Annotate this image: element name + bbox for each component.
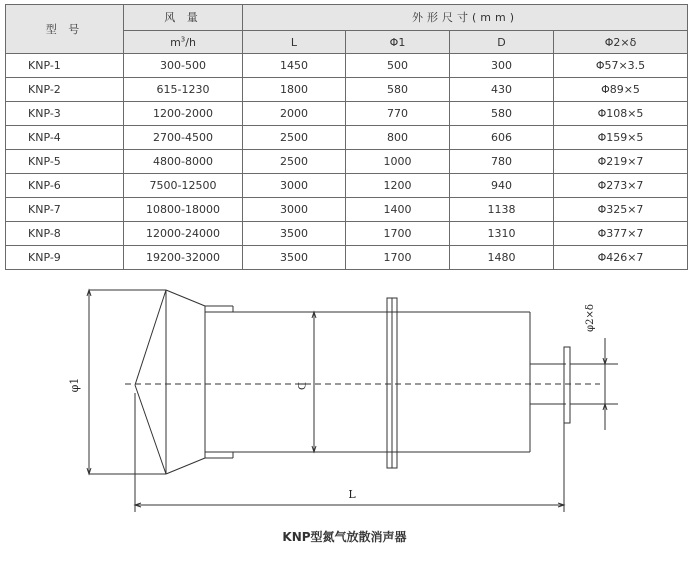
cell-l: 1450	[243, 54, 346, 78]
cell-phi1: 580	[346, 78, 450, 102]
header-model: 型 号	[6, 5, 124, 54]
cell-model: KNP-2	[6, 78, 124, 102]
cell-phi1: 770	[346, 102, 450, 126]
cell-flow: 2700-4500	[124, 126, 243, 150]
header-dimensions: 外形尺寸(mm)	[243, 5, 688, 31]
header-flow-unit: $m^3/h$	[124, 31, 243, 54]
cell-flow: 12000-24000	[124, 222, 243, 246]
header-flow: 风 量	[124, 5, 243, 31]
cell-model: KNP-7	[6, 198, 124, 222]
cell-pipe: Φ159×5	[554, 126, 688, 150]
cell-model: KNP-6	[6, 174, 124, 198]
cell-l: 3500	[243, 246, 346, 270]
d-label: D	[295, 381, 306, 391]
cell-pipe: Φ219×7	[554, 150, 688, 174]
header-l: L	[243, 31, 346, 54]
cell-phi1: 800	[346, 126, 450, 150]
cell-flow: 300-500	[124, 54, 243, 78]
cell-model: KNP-4	[6, 126, 124, 150]
cell-model: KNP-5	[6, 150, 124, 174]
pipe-label: φ2×δ	[585, 304, 596, 332]
cell-pipe: Φ325×7	[554, 198, 688, 222]
cell-l: 2000	[243, 102, 346, 126]
cell-model: KNP-8	[6, 222, 124, 246]
cell-flow: 7500-12500	[124, 174, 243, 198]
cell-d: 1480	[450, 246, 554, 270]
cell-phi1: 1700	[346, 222, 450, 246]
cell-d: 580	[450, 102, 554, 126]
cell-d: 780	[450, 150, 554, 174]
phi1-label: φ1	[68, 377, 81, 393]
cell-pipe: Φ426×7	[554, 246, 688, 270]
cell-l: 1800	[243, 78, 346, 102]
cell-l: 3000	[243, 198, 346, 222]
cell-d: 300	[450, 54, 554, 78]
cell-d: 1138	[450, 198, 554, 222]
header-phi1: Φ1	[346, 31, 450, 54]
cell-model: KNP-1	[6, 54, 124, 78]
cell-pipe: Φ89×5	[554, 78, 688, 102]
cell-flow: 4800-8000	[124, 150, 243, 174]
cell-flow: 1200-2000	[124, 102, 243, 126]
header-d: D	[450, 31, 554, 54]
cell-pipe: Φ57×3.5	[554, 54, 688, 78]
cell-model: KNP-9	[6, 246, 124, 270]
cell-phi1: 1200	[346, 174, 450, 198]
cell-d: 940	[450, 174, 554, 198]
cell-d: 606	[450, 126, 554, 150]
cell-flow: 19200-32000	[124, 246, 243, 270]
cell-d: 1310	[450, 222, 554, 246]
cell-model: KNP-3	[6, 102, 124, 126]
cell-flow: 10800-18000	[124, 198, 243, 222]
cell-flow: 615-1230	[124, 78, 243, 102]
cell-phi1: 1000	[346, 150, 450, 174]
cell-pipe: Φ108×5	[554, 102, 688, 126]
cell-d: 430	[450, 78, 554, 102]
cell-l: 3000	[243, 174, 346, 198]
cell-l: 2500	[243, 150, 346, 174]
cell-phi1: 500	[346, 54, 450, 78]
drawing-frame	[71, 290, 622, 511]
header-pipe: Φ2×δ	[554, 31, 688, 54]
cell-l: 3500	[243, 222, 346, 246]
cell-pipe: Φ273×7	[554, 174, 688, 198]
cell-pipe: Φ377×7	[554, 222, 688, 246]
drawing-caption: KNP型氮气放散消声器	[282, 530, 407, 544]
cell-l: 2500	[243, 126, 346, 150]
l-label: L	[348, 488, 356, 501]
cell-phi1: 1700	[346, 246, 450, 270]
cell-phi1: 1400	[346, 198, 450, 222]
